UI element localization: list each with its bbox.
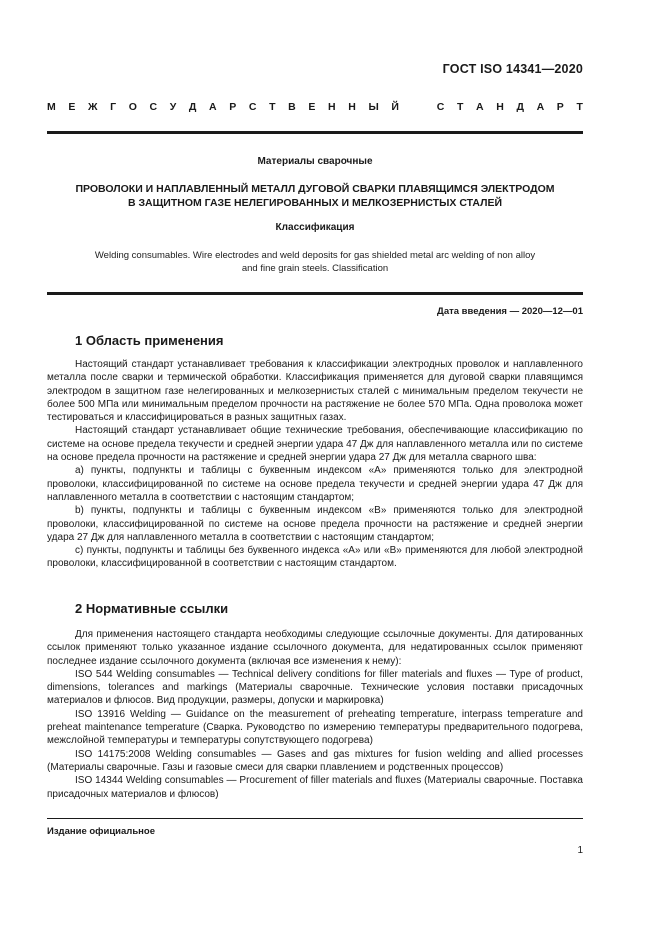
interstate-standard-banner	[47, 101, 583, 113]
reference-item: ISO 544 Welding consumables — Technical delivery conditions for filler materials and fluxes — Type of product, dimensions, tolerances and markings (Материалы сварочные. Технические условия поставки присадочных материалов и флюсов. Вид продукции, размеры, допуски и маркировка)	[47, 668, 583, 707]
banner-letter: Т	[576, 101, 583, 113]
paragraph: Настоящий стандарт устанавливает требования к классификации электродных проволок и наплавленного металла после сварки и термической обработки. Классификация применяется для дуговой сварки плавящимся электродом в защитном газе нелегированных и мелкозернистых сталей с минимальным пределом текучести не более 500 МПа или минимальным пределом прочности на растяжение не более 570 МПа. Одна проволока может тестироваться и классифицироваться в разных защитных газах.	[47, 359, 583, 424]
banner-letter: Т	[269, 101, 276, 113]
document-subject: Материалы сварочные	[257, 156, 373, 167]
standard-code: ГОСТ ISO 14341—2020	[442, 62, 583, 76]
paragraph: Настоящий стандарт устанавливает общие технические требования, обеспечивающие классификацию по системе на основе предела текучести и средней энергии удара 47 Дж для наплавленного металла или по системе на основе предела прочности на растяжение и средней энергии удара 27 Дж для металла сварного шва:	[47, 425, 583, 464]
banner-letter: А	[536, 101, 545, 113]
reference-item: ISO 13916 Welding — Guidance on the measurement of preheating temperature, interpass temperature and preheat maintenance temperature (Сварка. Руководство по измерению температуры предварительного подогрева, межслойной температуры и температуры сопутствующего подогрева)	[47, 708, 583, 747]
english-title	[47, 249, 583, 275]
page-number: 1	[577, 845, 583, 856]
banner-letter: С	[149, 101, 158, 113]
list-item: a) пункты, подпункты и таблицы с буквенным индексом «А» применяются только для электродной проволоки, классифицированной по системе на основе предела текучести и средней энергии удара 47 Дж для наплавленного металла в соответствии с настоящим стандартом;	[47, 465, 583, 503]
english-title-line: and fine grain steels. Classification	[241, 263, 389, 274]
section-body-scope	[47, 358, 583, 571]
banner-letter: Р	[556, 101, 564, 113]
section-heading-scope: 1 Область применения	[75, 333, 224, 348]
banner-letter: Г	[110, 101, 117, 113]
document-page	[47, 0, 583, 935]
document-title	[47, 182, 583, 210]
banner-letter: В	[288, 101, 296, 113]
official-edition-label: Издание официальное	[47, 826, 155, 837]
footer-divider	[47, 818, 583, 819]
reference-item: ISO 14175:2008 Welding consumables — Gases and gas mixtures for fusion welding and allied processes (Материалы сварочные. Газы и газовые смеси для сварки плавлением и родственных процессов)	[47, 748, 583, 773]
banner-letter: Н	[348, 101, 356, 113]
banner-letter: Т	[456, 101, 464, 113]
title-line: В ЗАЩИТНОМ ГАЗЕ НЕЛЕГИРОВАННЫХ И МЕЛКОЗЕРНИСТЫХ СТАЛЕЙ	[127, 197, 503, 209]
banner-letter: Ж	[88, 101, 98, 113]
document-classification: Классификация	[275, 222, 355, 233]
introduction-date: Дата введения — 2020—12—01	[437, 306, 583, 317]
banner-letter: А	[209, 101, 217, 113]
paragraph: Для применения настоящего стандарта необходимы следующие ссылочные документы. Для датированных ссылок применяют только указанное издание ссылочного документа, для недатированных ссылок применяют последнее издание ссылочного документа (включая все изменения к нему):	[47, 629, 583, 667]
english-title-line: Welding consumables. Wire electrodes and weld deposits for gas shielded metal arc welding of non alloy	[94, 250, 536, 261]
banner-letter: Н	[496, 101, 504, 113]
section-body-normative-references	[47, 628, 583, 801]
title-divider	[47, 292, 583, 295]
banner-letter: А	[476, 101, 484, 113]
banner-letter: С	[436, 101, 445, 113]
banner-letter: Й	[391, 101, 399, 113]
banner-letter: О	[128, 101, 137, 113]
banner-letter: Е	[68, 101, 76, 113]
section-heading-normative-references: 2 Нормативные ссылки	[75, 601, 229, 616]
title-line: ПРОВОЛОКИ И НАПЛАВЛЕННЫЙ МЕТАЛЛ ДУГОВОЙ СВАРКИ ПЛАВЯЩИМСЯ ЭЛЕКТРОДОМ	[75, 183, 555, 195]
reference-item: ISO 14344 Welding consumables — Procurement of filler materials and fluxes (Материалы сварочные. Поставка присадочных материалов и флюсов)	[47, 775, 583, 800]
banner-letter: Е	[308, 101, 316, 113]
banner-letter: У	[169, 101, 177, 113]
banner-letter: С	[248, 101, 257, 113]
banner-letter: М	[47, 101, 56, 113]
banner-letter: Р	[229, 101, 237, 113]
banner-letter: Ы	[368, 101, 379, 113]
banner-letter: Д	[188, 101, 197, 113]
list-item: b) пункты, подпункты и таблицы с буквенным индексом «В» применяются только для электродной проволоки, классифицированной по системе на основе предела прочности на растяжение и средней энергии удара 27 Дж для наплавленного металла в соответствии с настоящим стандартом;	[47, 505, 583, 543]
list-item: c) пункты, подпункты и таблицы без буквенного индекса «А» или «В» применяются для любой электродной проволоки, классифицированной в соответствии с настоящим стандартом.	[47, 545, 583, 570]
header-divider	[47, 131, 583, 134]
banner-letter: Д	[516, 101, 524, 113]
banner-letter: Н	[328, 101, 336, 113]
